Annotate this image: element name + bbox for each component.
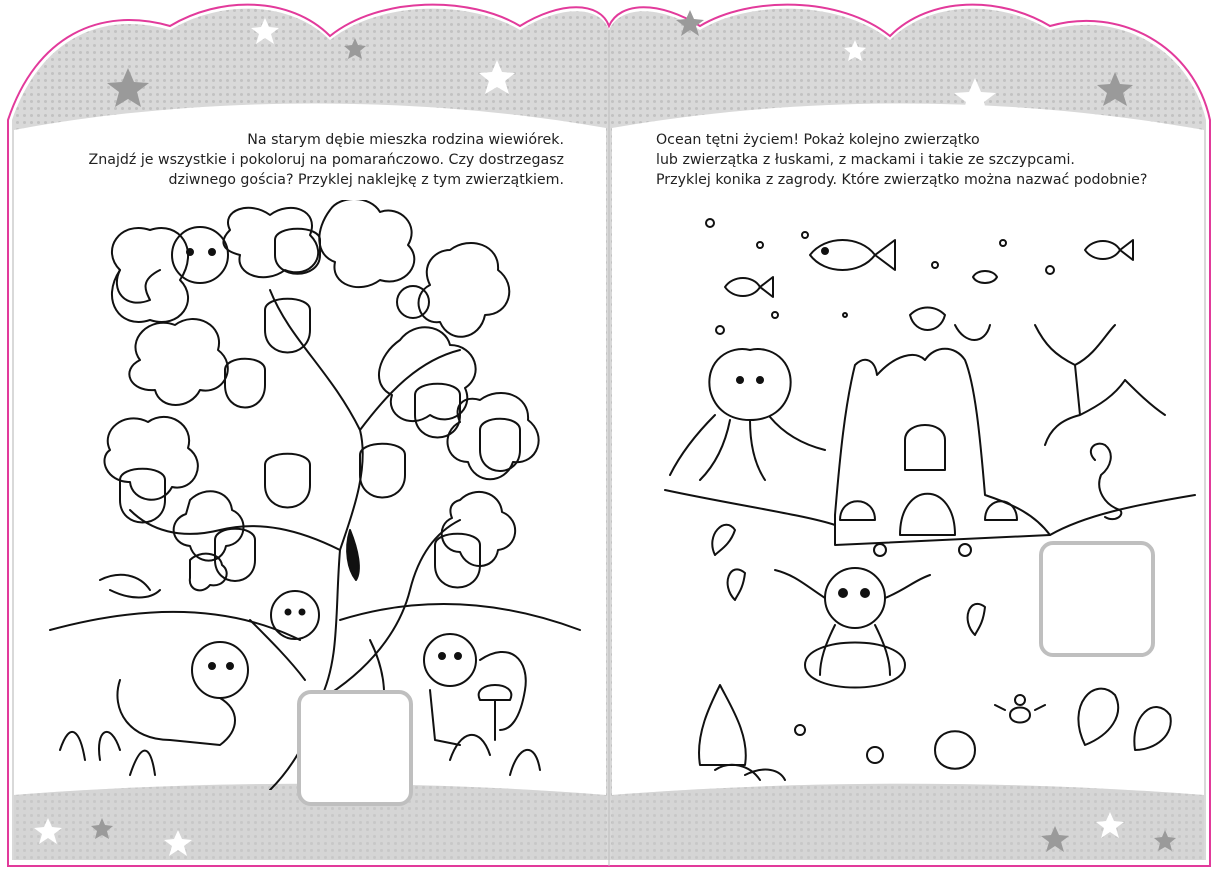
- fish: [725, 240, 1133, 297]
- left-instruction-line: Znajdź je wszystkie i pokoloruj na pomarańczowo. Czy dostrzegasz: [88, 152, 564, 168]
- right-instruction-line: lub zwierzątka z łuskami, z mackami i takie ze szczypcami.: [656, 152, 1075, 168]
- squirrels: [117, 227, 526, 745]
- crab: [775, 568, 930, 688]
- octopus: [670, 349, 825, 480]
- right-instruction-line: Przyklej konika z zagrody. Które zwierzątko można nazwać podobnie?: [656, 172, 1148, 188]
- left-instructions: [89, 130, 564, 190]
- left-instruction-line: Na starym dębie mieszka rodzina wiewiórek.: [247, 132, 564, 148]
- small-crab: [995, 705, 1045, 723]
- hermit-crab: [715, 765, 785, 780]
- sticker-slot-left[interactable]: [297, 690, 413, 806]
- left-instruction-line: dziwnego gościa? Przyklej naklejkę z tym zwierzątkiem.: [168, 172, 564, 188]
- ocean-illustration: [655, 205, 1200, 805]
- right-instruction-line: Ocean tętni życiem! Pokaż kolejno zwierzątko: [656, 132, 980, 148]
- coral: [1035, 325, 1165, 445]
- seaweed-right: [1078, 689, 1170, 750]
- bubbles: [706, 219, 1054, 334]
- shells: [699, 544, 1025, 769]
- ground-line: [50, 604, 580, 640]
- oak-leaves: [104, 200, 538, 566]
- sticker-slot-right[interactable]: [1039, 541, 1155, 657]
- seahorse: [1091, 444, 1121, 519]
- seafloor: [665, 490, 1195, 535]
- right-instructions: [656, 130, 1147, 190]
- seaweed: [712, 525, 985, 635]
- sand-castle: [835, 308, 1050, 546]
